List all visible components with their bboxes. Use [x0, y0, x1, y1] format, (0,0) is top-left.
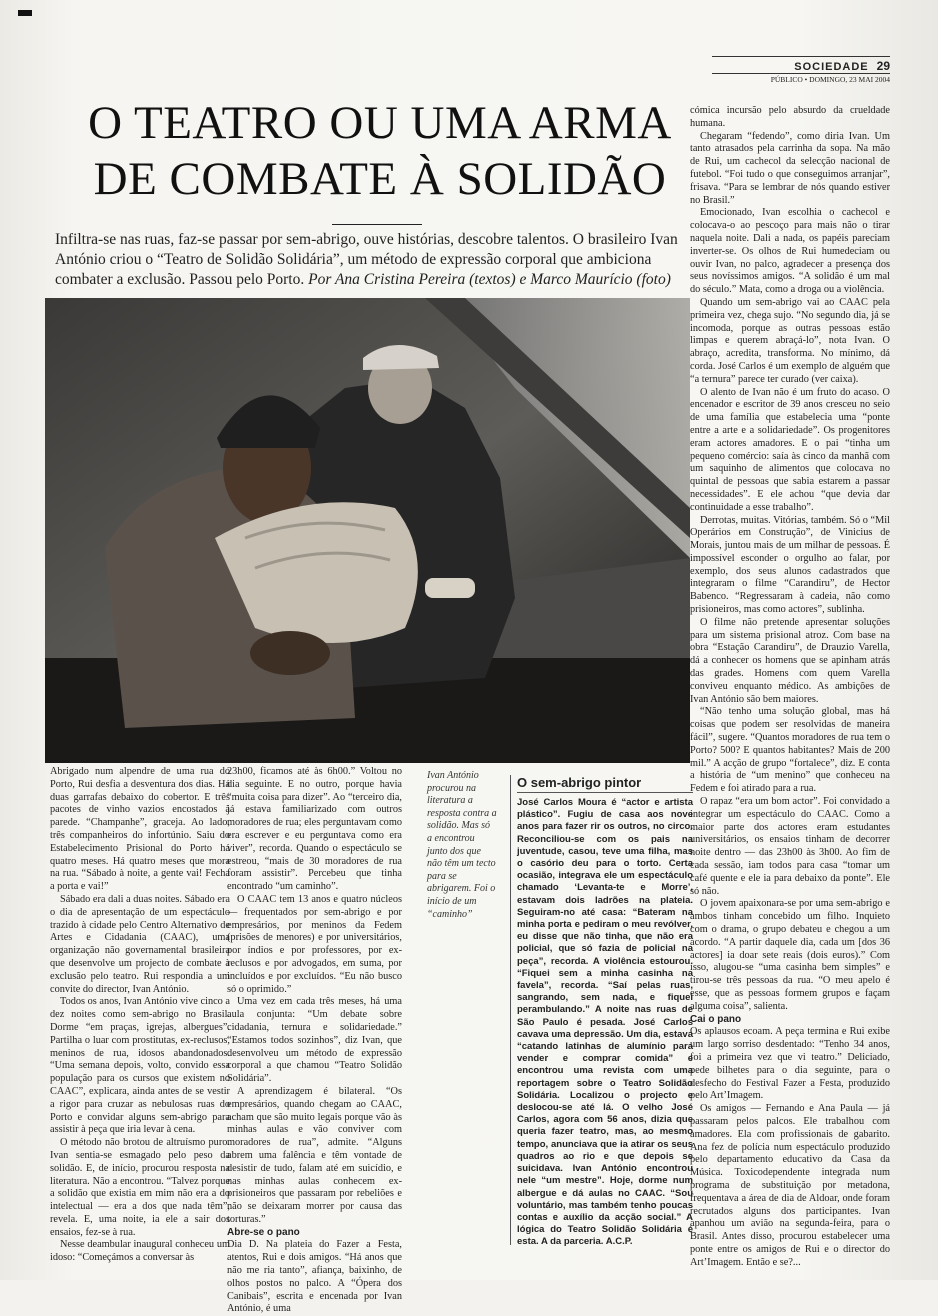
paragraph: O jovem apaixonara-se por uma sem-abrigo e ambos tinham concebido um filho. Inquieto com o drama, o grupo debateu e chegou a um acordo. “A partir daquele dia, cada um [dos 36 actores] ia doar sete reais (dois euros).” Com isso, alugou-se “uma casinha bem simples” e tirou-se três pessoas da rua. “O meu apelo é esse, que as pessoas formem grupos e façam alguma coisa”, salienta. — [690, 898, 890, 1012]
headline-line-2: DE COMBATE À SOLIDÃO — [93, 153, 667, 205]
headline — [60, 95, 700, 207]
paragraph: Uma vez em cada três meses, há uma aula conjunta: “Um debate sobre cidadania, ternura e solidariedade.” “Estamos todos sozinhos”, diz Ivan, que desenvolveu um método de expressão corporal a que chamou “Teatro Solidão Solidária”. — [227, 996, 402, 1085]
paragraph: Os amigos — Fernando e Ana Paula — já passaram pelos palcos. Ele trabalhou com amadores. Ela com profissionais de gabarito. Ana fez de polícia num espectáculo produzido pelo departamento educativo da Casa da Música. Toxicodependente integrada num programa de substituição por metadona, frequentava a área de dia de Aldoar, onde foram recrutados alguns dos participantes. Ivan apanhou um avião na segunda-feira, para o Brasil. Antes disso, procurou estabelecer uma ponte entre os amigos de Rui e o director do Art’Imagem. Então e se?... — [690, 1103, 890, 1268]
headline-divider — [332, 224, 422, 225]
paragraph: Chegaram “fedendo”, como diria Ivan. Um tanto atrasados pela carrinha da sopa. Na mão de Rui, um cachecol da selecção nacional de futebol. “Foi tudo o que conseguimos arranjar”, frisava. “Para se lembrar de nós quando estiver no Brasil.” — [690, 130, 890, 206]
headline-line-1: O TEATRO OU UMA ARMA — [88, 97, 672, 149]
paragraph: Dia D. Na plateia do Fazer a Festa, atentos, Rui e dois amigos. “Há anos que não me ria tanto”, afiança, baixinho, de olhos postos no palco. A “Ópera dos Canibais”, escrita e encenada por Ivan António, é uma — [227, 1239, 402, 1315]
paragraph: “Não tenho uma solução global, mas há coisas que podem ser resolvidas de maneira fácil”, sugere. “Quantos moradores de rua tem o Porto? 500? E quantos habitantes? Mais de 200 mil.” A acção de grupo “fortalece”, diz. E conta a história de “um menino” que conheceu na Fedem e foi atirado para a rua. — [690, 706, 890, 795]
lead-text: Infiltra-se nas ruas, faz-se passar por sem-abrigo, ouve histórias, descobre talentos. O brasileiro Ivan António criou o “Teatro de Solidão Solidária”, um método de expressão corporal que ambiciona combater a exclusão. Passou pelo Porto. — [55, 231, 678, 288]
paragraph: Derrotas, muitas. Vitórias, também. Só o “Mil Operários em Construção”, de Vinicius de Morais, juntou mais de um milhar de pessoas. É impossível esconder o orgulho ao falar, por exemplo, dos seus alunos cadastrados que integraram o filme “Carandiru”, de Hector Babenco. “Regressaram à cadeia, não como prisioneiros, mas como actores”, sublinha. — [690, 514, 890, 616]
paragraph: 23h00, ficamos até às 6h00.” Voltou no dia seguinte. E no outro, porque havia “muita coisa para dizer”. Ao “terceiro dia, já estava familiarizado com outros moradores de rua; eles perguntavam como era escrever e eu perguntava como era viver”, recorda. Quando o espectáculo se estreou, “mais de 30 moradores de rua foram assistir”. Percebeu que tinha encontrado “um caminho”. — [227, 766, 402, 893]
paragraph: Quando um sem-abrigo vai ao CAAC pela primeira vez, chega sujo. “No segundo dia, já se incomoda, porque as outras pessoas estão limpas e querem abraçá-lo”, nota Ivan. O abraço, acredita, transforma. No mínimo, dá corda. José Carlos é um exemplo de alguém que “a ternura” parece ter curado (ver caixa). — [690, 296, 890, 385]
article-photo — [45, 298, 690, 763]
section-header — [712, 56, 890, 84]
box-title: O sem-abrigo pintor — [517, 775, 693, 793]
lead-paragraph — [55, 230, 695, 290]
column-4 — [690, 105, 890, 1268]
publication-date: PÚBLICO • DOMINGO, 23 MAI 2004 — [712, 73, 890, 84]
paragraph: O CAAC tem 13 anos e quatro núcleos — frequentados por sem-abrigo e por empresários, por meninos da Fedem (prisões de menores) e por universitários, por índios e por professores, por ex-reclusos e por advogados, em suma, por incluídos e por excluídos. “Eu não busco só o oprimido.” — [227, 893, 402, 995]
column-1 — [50, 766, 230, 1264]
subheading: Cai o pano — [690, 1013, 742, 1025]
box-body — [517, 797, 693, 1249]
paragraph: José Carlos Moura é “actor e artista plástico”. Fugiu de casa aos nove anos para fazer rir os outros, no circo. Reconciliou-se com os pais na juventude, casou, teve uma filha, mas o casório deu para o torto. Certa ocasião, integrava ele um espectáculo chamado ‘Levanta-te e Morre’, estavam dois ladrões na plateia. Seguiram-no até casa: “Bateram na minha porta e pediram o meu revólver, eu disse que não tinha, que não era policial, que só fazia de policial na peça”, recorda. A violência estourou. “Fiquei sem a minha casinha na favela”, recorda. “Saí pelas ruas, sangrando, sem nada, e fiquei perambulando.” A noite nas ruas de São Paulo é pesada. José Carlos cavava uma depressão. Um dia, estava “catando latinhas de alumínio para vender e comprar comida” e encontrou uma revista com uma reportagem sobre o Teatro Solidão Solidária. Localizou o projecto e deslocou-se até lá. O velho José Carlos, agora com 56 anos, dizia que queria fazer teatro, mas, ao mesmo tempo, anunciava que ia atirar os seus quadros ao rio e que depois se suicidava. Ivan António encontrou nele “um mestre”. Hoje, dorme num albergue e dá aulas no CAAC. “Sou voluntário, mas também tenho poucas contas e auxílio da acção social.” A lógica do Teatro Solidão Solidária é esta. A da parceria. A.C.P. — [517, 797, 693, 1248]
paragraph: O filme não pretende apresentar soluções para um sistema prisional atroz. Com base na obra “Estação Carandiru”, de Drauzio Varella, dá a conhecer os homens que se apinham atrás das grades. Homens com quem Varella conviveu enquanto médico. As ambições de Ivan António são bem maiores. — [690, 616, 890, 705]
subheading: Abre-se o pano — [227, 1226, 300, 1238]
pull-quote: Ivan António procurou na literatura a resposta contra a solidão. Mas só a encontrou junto dos que não têm um tecto para se abrigarem. Foi o início de um “caminho” — [427, 770, 497, 920]
paragraph: Os aplausos ecoam. A peça termina e Rui exibe um largo sorriso desdentado: “Tenho 34 anos, foi a primeira vez que vi teatro.” Deliciado, pede bilhetes para o dia seguinte, para o desfecho do Festival Fazer a Festa, produzido pelo Art’Imagem. — [690, 1026, 890, 1102]
paragraph: cómica incursão pelo absurdo da crueldade humana. — [690, 105, 890, 129]
paragraph: Abrigado num alpendre de uma rua do Porto, Rui desfia a desventura dos dias. Há duas garrafas debaixo do cobertor. E três pacotes de vinho vazios encostados à parede. “Champanhe”, graceja. Ao lado, três companheiros do infortúnio. Saiu do Estabelecimento Prisional do Porto há quatro meses. Há quatro meses que mora na rua. “Sábado à noite, a gente vai! Fecha a porta e vai!” — [50, 766, 230, 893]
paragraph: Todos os anos, Ivan António vive cinco a dez noites como sem-abrigo no Brasil. Dorme “em praças, igrejas, albergues”. Partilha o luar com prostitutas, ex-reclusos, meninos de rua, idosos abandonados. “Uma semana depois, volto, convido essa população para os cursos que existem no CAAC”, explicara, ainda antes de se vestir a rigor para cruzar as nebulosas ruas do Porto e convidar alguns sem-abrigo para assistir à peça que iria levar à cena. — [50, 996, 230, 1136]
paragraph: A aprendizagem é bilateral. “Os empresários, quando chegam ao CAAC, acham que são muito legais porque vão às minhas aulas e vão conviver com moradores de rua”, admite. “Alguns abrem uma falência e têm vontade de desistir de tudo, falam até em suicídio, e nas minhas aulas conhecem ex-prisioneiros que passaram por rebeliões e não se deixaram morrer por causa das torturas.” — [227, 1085, 402, 1225]
page-number: 29 — [876, 59, 890, 73]
sidebar-box — [510, 775, 693, 1248]
paragraph: O método não brotou de altruísmo puro. Ivan sentia-se esmagado pelo peso da solidão. E, de início, procurou resposta na literatura. Não a encontrou. “Talvez porque a solidão que existia em mim não era a do intelectual — era a dos que nada têm”, revela. E, uma noite, ia ele a sair dos ensaios, fez-se à rua. — [50, 1137, 230, 1238]
paragraph: Nesse deambular inaugural conheceu um idoso: “Começámos a conversar às — [50, 1239, 230, 1264]
section-name: SOCIEDADE — [794, 61, 869, 73]
paragraph: O rapaz “era um bom actor”. Foi convidado a integrar um espectáculo do CAAC. Como a maior parte dos actores eram estudantes universitários, os ensaios tinham de decorrer noite dentro — das 23h00 às 3h00. Ao fim de cada sessão, iam todos para casa “tomar um café quente e ele ia para debaixo da ponte”. Ele só não. — [690, 796, 890, 897]
paragraph: Emocionado, Ivan escolhia o cachecol e colocava-o ao pescoço para mais não o tirar naquela noite. Dali a nada, os papéis pareciam inverter-se. Os olhos de Rui humedeciam ou ouvir Ivan, no palco, agradecer a presença dos seus novíssimos amigos. “A solidão é um mal do século.” Mata, como a droga ou a violência. — [690, 207, 890, 296]
paragraph: O alento de Ivan não é um fruto do acaso. O encenador e escritor de 39 anos cresceu no seio de uma família que estabelecia uma “ponte entre a arte e a solidariedade”. Os progenitores eram actores amadores. E o pai “tinha um pequeno comércio: saía às cinco da manhã com um saquinho de alimentos que colocava no quintal de pessoas que sabia estarem a passar necessidades”. E ele achou “que devia dar continuidade a esse trabalho”. — [690, 386, 890, 513]
corner-mark — [18, 10, 32, 16]
paragraph: Sábado era dali a duas noites. Sábado era o dia de apresentação de um espectáculo trazido à cidade pelo Centro Alternativo de Artes e Cidadania (CAAC), uma organização não governamental brasileira que desenvolve um projecto de combate à exclusão pelo teatro. Rui respondia a um convite do director, Ivan António. — [50, 893, 230, 995]
column-2 — [227, 766, 402, 1315]
byline: Por Ana Cristina Pereira (textos) e Marco Maurício (foto) — [308, 271, 671, 288]
